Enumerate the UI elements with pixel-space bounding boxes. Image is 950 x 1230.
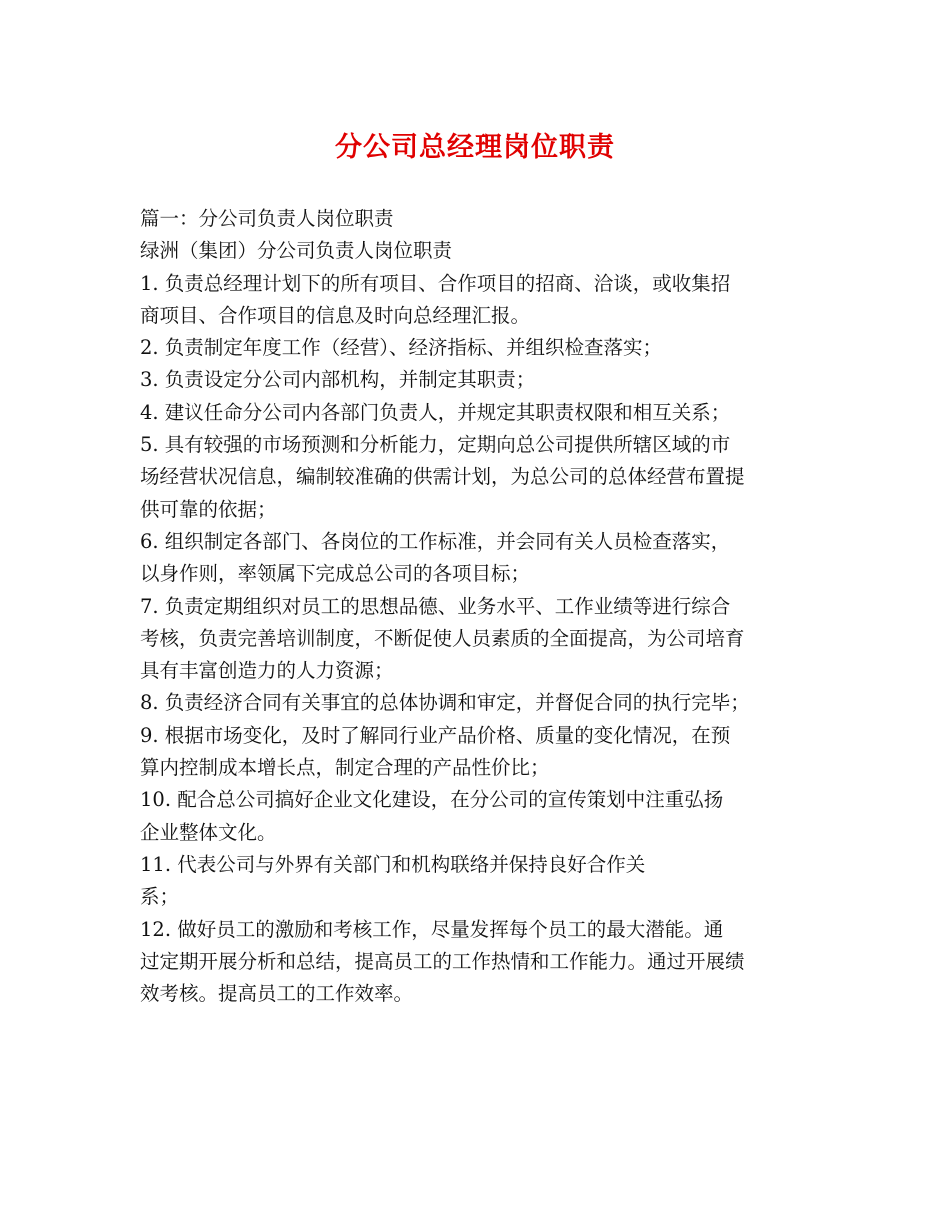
text-line: 6. 组织制定各部门、各岗位的工作标准，并会同有关人员检查落实， [140,529,731,553]
text-line: 4. 建议任命分公司内各部门负责人，并规定其职责权限和相互关系； [140,400,731,424]
text-line: 绿洲（集团）分公司负责人岗位职责 [140,239,453,263]
text-line: 7. 负责定期组织对员工的思想品德、业务水平、工作业绩等进行综合 [140,594,731,618]
text-line: 10. 配合总公司搞好企业文化建设，在分公司的宣传策划中注重弘扬 [140,788,724,812]
document-title: 分公司总经理岗位职责 [335,132,615,163]
text-line: 2. 负责制定年度工作（经营）、经济指标、并组织检查落实； [140,336,663,360]
text-line: 3. 负责设定分公司内部机构，并制定其职责； [140,368,536,392]
text-line: 场经营状况信息，编制较准确的供需计划，为总公司的总体经营布置提 [140,465,745,489]
text-line: 系； [140,885,180,909]
text-line: 5. 具有较强的市场预测和分析能力，定期向总公司提供所辖区域的市 [140,433,731,457]
text-line: 企业整体文化。 [140,820,277,844]
text-line: 效考核。提高员工的工作效率。 [140,982,414,1006]
text-line: 以身作则，率领属下完成总公司的各项目标； [140,562,531,586]
document-body [140,203,830,1010]
text-line: 9. 根据市场变化，及时了解同行业产品价格、质量的变化情况，在预 [140,723,731,747]
text-line: 12. 做好员工的激励和考核工作，尽量发挥每个员工的最大潜能。通 [140,917,724,941]
text-line: 8. 负责经济合同有关事宜的总体协调和审定，并督促合同的执行完毕； [140,691,750,715]
text-line: 11. 代表公司与外界有关部门和机构联络并保持良好合作关 [140,852,646,876]
text-line: 供可靠的依据； [140,497,277,521]
text-line: 篇一：分公司负责人岗位职责 [140,207,394,230]
text-line: 1. 负责总经理计划下的所有项目、合作项目的招商、洽谈，或收集招 [140,271,731,295]
text-line: 算内控制成本增长点，制定合理的产品性价比； [140,756,550,780]
text-line: 考核，负责完善培训制度，不断促使人员素质的全面提高，为公司培育 [140,626,745,650]
text-line: 商项目、合作项目的信息及时向总经理汇报。 [140,303,531,327]
text-line: 具有丰富创造力的人力资源； [140,659,394,683]
text-line: 过定期开展分析和总结，提高员工的工作热情和工作能力。通过开展绩 [140,949,745,973]
